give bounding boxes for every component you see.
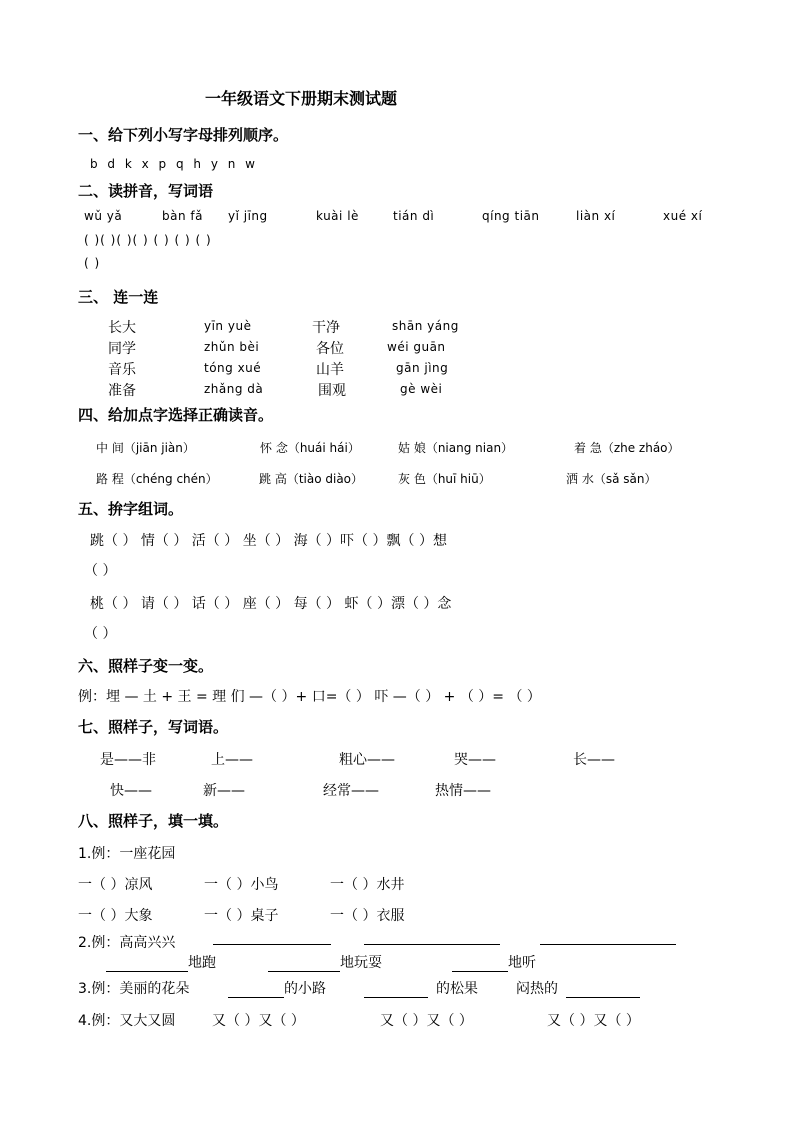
fill-suffix: 的小路 xyxy=(284,981,326,997)
fill-row-item[interactable] xyxy=(106,952,216,972)
pattern-item[interactable]: 又（ ）又（ ） xyxy=(212,1013,305,1029)
word-pair[interactable]: 上—— xyxy=(211,752,253,768)
match-word[interactable]: 同学 xyxy=(108,341,136,357)
pinyin-item: wǔ yǎ xyxy=(84,209,123,223)
pattern-item[interactable]: 又（ ）又（ ） xyxy=(547,1013,640,1029)
reading-choice[interactable]: 跳 高（tiào diào） xyxy=(259,472,364,486)
word-group-row[interactable]: 跳（ ） 情（ ） 活（ ） 坐（ ） 海（ ）吓（ ）飘（ ）想 xyxy=(90,533,447,549)
char-transform-line[interactable]: 例：埋 — 土 + 王 = 理 们 —（ ）+ 口=（ ） 吓 —（ ） + （ ）= （ ） xyxy=(78,689,541,705)
fill-blank[interactable] xyxy=(364,930,500,945)
match-word[interactable]: 山羊 xyxy=(316,362,344,378)
match-pinyin[interactable]: wéi guān xyxy=(387,340,446,354)
section-1-heading: 一、给下列小写字母排列顺序。 xyxy=(78,126,289,144)
pinyin-item: xué xí xyxy=(663,209,703,223)
answer-row[interactable]: ( ) xyxy=(84,256,101,270)
pinyin-item: qíng tiān xyxy=(482,209,540,223)
fill-suffix: 地跑 xyxy=(188,955,216,971)
pinyin-item: yǐ jīng xyxy=(228,209,268,223)
fill-blank[interactable] xyxy=(364,983,428,998)
page-title: 一年级语文下册期末测试题 xyxy=(205,89,398,108)
match-pinyin[interactable]: zhǎng dà xyxy=(204,382,264,396)
pinyin-item: kuài lè xyxy=(316,209,359,223)
measure-word-item[interactable]: 一（ ）小鸟 xyxy=(204,877,279,893)
match-word[interactable]: 准备 xyxy=(108,383,136,399)
fill-row-item[interactable] xyxy=(228,978,326,998)
word-pair[interactable]: 经常—— xyxy=(323,783,379,799)
section-7-heading: 七、照样子，写词语。 xyxy=(78,718,229,736)
word-pair[interactable]: 粗心—— xyxy=(339,752,395,768)
measure-word-item[interactable]: 一（ ）桌子 xyxy=(204,908,279,924)
fill-suffix: 地玩耍 xyxy=(340,955,382,971)
word-pair[interactable]: 是——非 xyxy=(100,752,156,768)
fill-prefix: 闷热的 xyxy=(516,981,558,997)
fill-blank[interactable] xyxy=(106,957,188,972)
match-word[interactable]: 围观 xyxy=(318,383,346,399)
reading-choice[interactable]: 路 程（chéng chén） xyxy=(96,472,218,486)
measure-word-item[interactable]: 一（ ）凉风 xyxy=(78,877,153,893)
section-2-heading: 二、读拼音，写词语 xyxy=(78,182,214,200)
fill-blank[interactable] xyxy=(213,930,331,945)
pinyin-item: bàn fǎ xyxy=(162,209,203,223)
measure-word-item[interactable]: 一（ ）衣服 xyxy=(330,908,405,924)
pinyin-item: tián dì xyxy=(393,209,435,223)
fill-row-item[interactable] xyxy=(268,952,382,972)
word-group-row[interactable]: （ ） xyxy=(84,626,117,642)
word-pair[interactable]: 热情—— xyxy=(435,783,491,799)
fill-blank[interactable] xyxy=(452,957,508,972)
word-group-row[interactable]: （ ） xyxy=(84,563,117,579)
fill-blank[interactable] xyxy=(228,983,284,998)
match-word[interactable]: 音乐 xyxy=(108,362,136,378)
answer-row[interactable]: ( )( )( )( ) ( ) ( ) ( ) xyxy=(84,233,212,247)
match-pinyin[interactable]: tóng xué xyxy=(204,361,262,375)
match-pinyin[interactable]: gè wèi xyxy=(400,382,443,396)
fill-blank[interactable] xyxy=(566,983,640,998)
reading-choice[interactable]: 怀 念（huái hái） xyxy=(260,441,360,455)
section-6-heading: 六、照样子变一变。 xyxy=(78,657,214,675)
section-3-heading: 三、 连一连 xyxy=(78,288,159,306)
reading-choice[interactable]: 洒 水（sǎ sǎn） xyxy=(566,472,657,486)
letters-list: b d k x p q h y n w xyxy=(90,157,255,171)
measure-word-item[interactable]: 一（ ）大象 xyxy=(78,908,153,924)
match-pinyin[interactable]: zhǔn bèi xyxy=(204,340,260,354)
pinyin-item: liàn xí xyxy=(576,209,616,223)
reading-choice[interactable]: 着 急（zhe zháo） xyxy=(574,441,680,455)
match-word[interactable]: 各位 xyxy=(316,341,344,357)
word-pair[interactable]: 新—— xyxy=(203,783,245,799)
fill-blank[interactable] xyxy=(540,930,676,945)
reading-choice[interactable]: 姑 娘（niang nian） xyxy=(398,441,514,455)
section-8-heading: 八、照样子，填一填。 xyxy=(78,812,229,830)
word-pair[interactable]: 快—— xyxy=(110,783,152,799)
example-label: 3.例：美丽的花朵 xyxy=(78,981,190,997)
match-word[interactable]: 干净 xyxy=(312,320,340,336)
example-label: 4.例：又大又圆 xyxy=(78,1013,176,1029)
match-pinyin[interactable]: gān jìng xyxy=(396,361,449,375)
example-label: 2.例：高高兴兴 xyxy=(78,935,176,951)
measure-word-item[interactable]: 一（ ）水井 xyxy=(330,877,405,893)
match-pinyin[interactable]: shān yáng xyxy=(392,319,459,333)
section-5-heading: 五、拚字组词。 xyxy=(78,500,184,518)
section-4-heading: 四、给加点字选择正确读音。 xyxy=(78,406,274,424)
match-pinyin[interactable]: yīn yuè xyxy=(204,319,252,333)
fill-row-item[interactable] xyxy=(364,978,478,998)
fill-row-item[interactable] xyxy=(516,978,640,998)
fill-suffix: 地听 xyxy=(508,955,536,971)
example-label: 1.例：一座花园 xyxy=(78,846,176,862)
fill-row-item[interactable] xyxy=(452,952,536,972)
reading-choice[interactable]: 灰 色（huī hiū） xyxy=(398,472,491,486)
word-group-row[interactable]: 桃（ ） 请（ ） 话（ ） 座（ ） 每（ ） 虾（ ）漂（ ）念 xyxy=(90,596,452,612)
reading-choice[interactable]: 中 间（jiān jiàn） xyxy=(96,441,195,455)
match-word[interactable]: 长大 xyxy=(108,320,136,336)
word-pair[interactable]: 长—— xyxy=(573,752,615,768)
fill-suffix: 的松果 xyxy=(436,981,478,997)
fill-blank[interactable] xyxy=(268,957,340,972)
word-pair[interactable]: 哭—— xyxy=(454,752,496,768)
pattern-item[interactable]: 又（ ）又（ ） xyxy=(380,1013,473,1029)
